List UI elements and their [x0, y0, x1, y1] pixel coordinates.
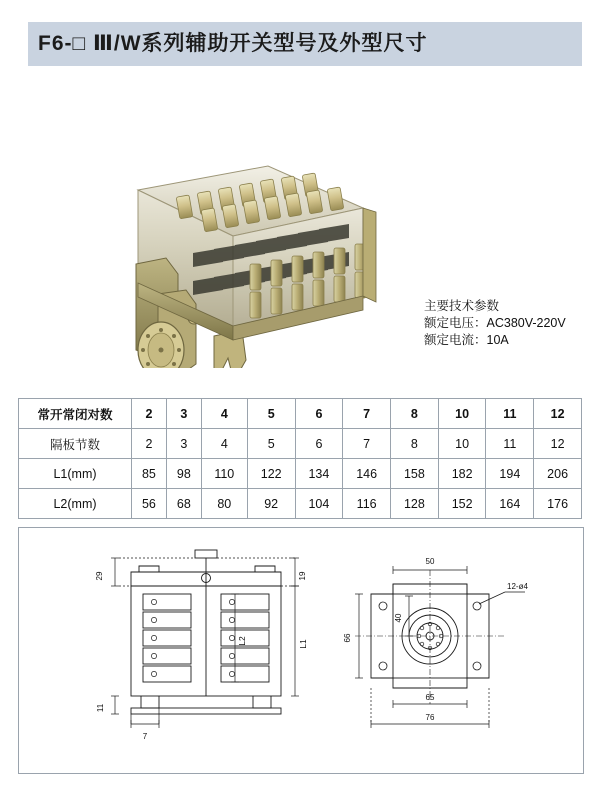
cell: 8 — [391, 429, 439, 459]
cell: 11 — [486, 429, 534, 459]
dim-29: 29 — [95, 571, 104, 581]
dim-12-holes: 12-ø4 — [507, 582, 528, 591]
cell: 7 — [343, 429, 391, 459]
table-row — [19, 459, 582, 489]
cell: 5 — [247, 429, 295, 459]
cell: 110 — [201, 459, 247, 489]
cell: 164 — [486, 489, 534, 519]
table-row — [19, 489, 582, 519]
cell: 4 — [201, 399, 247, 429]
cell: 5 — [247, 399, 295, 429]
cell: 104 — [295, 489, 343, 519]
cell: 158 — [391, 459, 439, 489]
cell: 116 — [343, 489, 391, 519]
dim-l2: L2 — [237, 636, 247, 646]
dim-65: 65 — [425, 693, 435, 702]
left-view-dimension-labels — [95, 571, 308, 741]
cell: 10 — [438, 399, 486, 429]
cell: 56 — [132, 489, 167, 519]
technical-drawing-panel — [18, 527, 584, 774]
cell: 4 — [201, 429, 247, 459]
cell: 2 — [132, 399, 167, 429]
cell: 6 — [295, 399, 343, 429]
dim-l1: L1 — [298, 639, 308, 649]
page-title: F6-□ Ⅲ/W系列辅助开关型号及外型尺寸 — [38, 32, 428, 55]
cell: 12 — [534, 399, 582, 429]
cell: 85 — [132, 459, 167, 489]
cell: 3 — [166, 429, 201, 459]
right-view — [355, 570, 505, 704]
table-row — [19, 399, 582, 429]
cell: 68 — [166, 489, 201, 519]
product-photo — [18, 78, 418, 368]
cell: 182 — [438, 459, 486, 489]
row-header: L1(mm) — [19, 459, 132, 489]
cell: 12 — [534, 429, 582, 459]
row-header: L2(mm) — [19, 489, 132, 519]
page-title-bar — [18, 22, 582, 66]
cell: 194 — [486, 459, 534, 489]
cell: 134 — [295, 459, 343, 489]
table-row — [19, 429, 582, 459]
cell: 128 — [391, 489, 439, 519]
dim-7: 7 — [142, 732, 148, 741]
title-accent-bar — [18, 22, 28, 66]
cell: 11 — [486, 399, 534, 429]
cell: 10 — [438, 429, 486, 459]
dim-66: 66 — [343, 633, 352, 643]
dim-76: 76 — [425, 713, 435, 722]
dim-50: 50 — [425, 557, 435, 566]
cell: 206 — [534, 459, 582, 489]
dimensions-table — [18, 398, 582, 519]
cell: 176 — [534, 489, 582, 519]
dim-11: 11 — [96, 703, 105, 713]
right-view-dimensions — [355, 566, 525, 728]
parameters-heading: 主要技术参数 — [424, 299, 500, 313]
dim-19: 19 — [298, 571, 307, 581]
cell: 122 — [247, 459, 295, 489]
dim-40: 40 — [394, 613, 403, 623]
cell: 146 — [343, 459, 391, 489]
cell: 2 — [132, 429, 167, 459]
cell: 80 — [201, 489, 247, 519]
cell: 6 — [295, 429, 343, 459]
cell: 3 — [166, 399, 201, 429]
row-header: 常开常闭对数 — [19, 399, 132, 429]
left-view — [131, 550, 281, 714]
outline-dimension-drawings — [19, 528, 581, 771]
dimensions-table-wrap — [18, 398, 582, 519]
technical-parameters — [424, 298, 589, 349]
rated-current: 额定电流：10A — [424, 333, 509, 347]
cell: 8 — [391, 399, 439, 429]
cell: 152 — [438, 489, 486, 519]
cell: 7 — [343, 399, 391, 429]
rated-voltage: 额定电压：AC380V-220V — [424, 316, 566, 330]
cell: 92 — [247, 489, 295, 519]
auxiliary-switch-illustration — [18, 78, 418, 368]
row-header: 隔板节数 — [19, 429, 132, 459]
cell: 98 — [166, 459, 201, 489]
